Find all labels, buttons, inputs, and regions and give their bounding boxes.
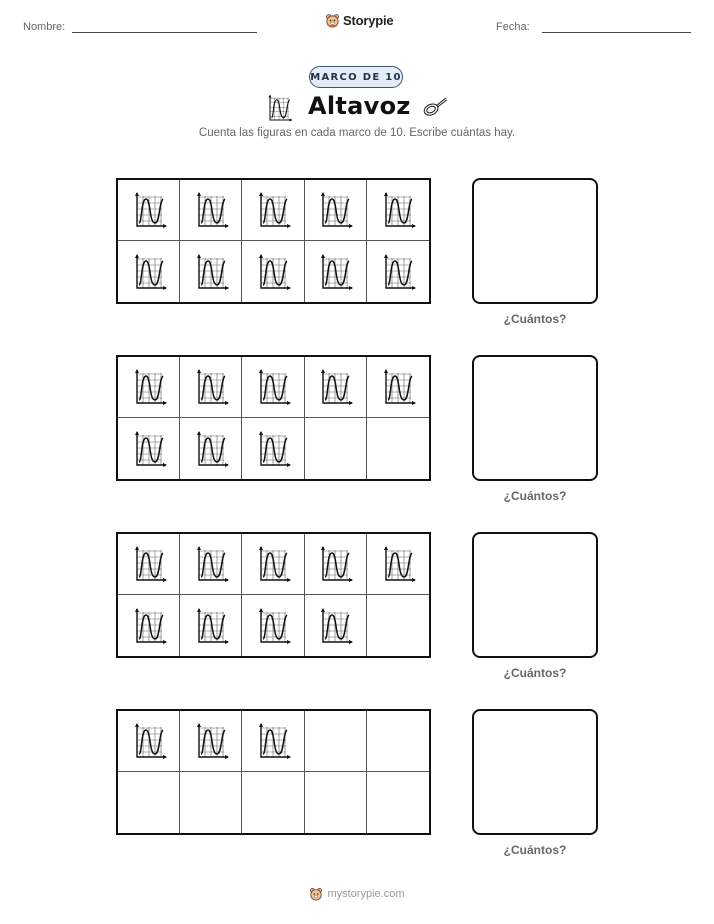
- ten-frame-cell: [118, 418, 180, 479]
- ten-frame-cell: [367, 357, 429, 418]
- line-graph-icon: [253, 367, 293, 407]
- line-graph-icon: [191, 606, 231, 646]
- line-graph-icon: [253, 252, 293, 292]
- ten-frame-cell: [367, 711, 429, 772]
- name-line[interactable]: [72, 32, 257, 33]
- ten-frame-cell: [242, 711, 304, 772]
- ten-frame-cell: [180, 711, 242, 772]
- ten-frame-cell: [305, 534, 367, 595]
- answer-box[interactable]: [472, 709, 598, 835]
- answer-box[interactable]: [472, 355, 598, 481]
- line-graph-icon: [129, 252, 169, 292]
- line-graph-icon: [253, 190, 293, 230]
- name-label: Nombre:: [23, 21, 66, 33]
- ten-frame-cell: [367, 595, 429, 656]
- ten-frame-cell: [242, 772, 304, 833]
- ten-frame-cell: [367, 418, 429, 479]
- ten-frame-cell: [180, 534, 242, 595]
- ten-frame-cell: [242, 418, 304, 479]
- line-graph-icon: [315, 367, 355, 407]
- line-graph-icon: [378, 190, 418, 230]
- line-graph-icon: [315, 606, 355, 646]
- ten-frame-cell: [305, 772, 367, 833]
- answer-box[interactable]: [472, 532, 598, 658]
- brand-logo: [325, 13, 393, 28]
- ten-frame: [116, 532, 431, 658]
- ten-frame-cell: [118, 772, 180, 833]
- line-graph-icon: [315, 252, 355, 292]
- line-graph-icon: [253, 721, 293, 761]
- line-graph-icon: [378, 544, 418, 584]
- line-graph-icon: [264, 93, 294, 123]
- ten-frame-cell: [180, 418, 242, 479]
- ten-frame-cell: [305, 595, 367, 656]
- ten-frame-cell: [305, 418, 367, 479]
- ten-frame-cell: [242, 180, 304, 241]
- spoon-icon: [422, 94, 448, 120]
- line-graph-icon: [129, 606, 169, 646]
- page-title: Altavoz: [308, 92, 411, 120]
- ten-frame-cell: [118, 595, 180, 656]
- ten-frame-cell: [118, 241, 180, 302]
- ten-frame-cell: [118, 534, 180, 595]
- line-graph-icon: [253, 429, 293, 469]
- ten-frame-cell: [242, 357, 304, 418]
- line-graph-icon: [378, 252, 418, 292]
- answer-label: ¿Cuántos?: [503, 843, 567, 857]
- footer-url: mystorypie.com: [327, 888, 405, 900]
- ten-frame-cell: [367, 772, 429, 833]
- bear-mascot-icon: [325, 13, 340, 28]
- bear-mascot-icon: [309, 887, 323, 901]
- ten-frame-cell: [180, 772, 242, 833]
- instructions: Cuenta las figuras en cada marco de 10. Escribe cuántas hay.: [198, 127, 516, 139]
- ten-frame-cell: [242, 595, 304, 656]
- line-graph-icon: [315, 190, 355, 230]
- ten-frame: [116, 709, 431, 835]
- answer-box[interactable]: [472, 178, 598, 304]
- ten-frame-cell: [367, 241, 429, 302]
- ten-frame-cell: [367, 180, 429, 241]
- line-graph-icon: [129, 367, 169, 407]
- ten-frame-cell: [305, 180, 367, 241]
- ten-frame-cell: [118, 357, 180, 418]
- line-graph-icon: [129, 721, 169, 761]
- answer-label: ¿Cuántos?: [503, 666, 567, 680]
- line-graph-icon: [191, 367, 231, 407]
- ten-frame: [116, 178, 431, 304]
- footer: [0, 887, 714, 901]
- line-graph-icon: [129, 190, 169, 230]
- ten-frame-cell: [180, 241, 242, 302]
- line-graph-icon: [191, 429, 231, 469]
- line-graph-icon: [253, 544, 293, 584]
- line-graph-icon: [315, 544, 355, 584]
- ten-frame-cell: [305, 357, 367, 418]
- line-graph-icon: [191, 544, 231, 584]
- brand-name: Storypie: [343, 13, 394, 28]
- answer-label: ¿Cuántos?: [503, 312, 567, 326]
- line-graph-icon: [129, 544, 169, 584]
- date-label: Fecha:: [496, 21, 530, 33]
- ten-frame-cell: [305, 241, 367, 302]
- line-graph-icon: [191, 252, 231, 292]
- ten-frame-cell: [242, 534, 304, 595]
- answer-label: ¿Cuántos?: [503, 489, 567, 503]
- ten-frame-cell: [242, 241, 304, 302]
- line-graph-icon: [191, 190, 231, 230]
- ten-frame-cell: [367, 534, 429, 595]
- section-badge: MARCO DE 10: [309, 66, 403, 88]
- line-graph-icon: [378, 367, 418, 407]
- ten-frame-cell: [180, 595, 242, 656]
- line-graph-icon: [129, 429, 169, 469]
- ten-frame-cell: [118, 180, 180, 241]
- ten-frame-cell: [180, 357, 242, 418]
- ten-frame-cell: [180, 180, 242, 241]
- line-graph-icon: [253, 606, 293, 646]
- date-line[interactable]: [542, 32, 691, 33]
- ten-frame: [116, 355, 431, 481]
- line-graph-icon: [191, 721, 231, 761]
- ten-frame-cell: [305, 711, 367, 772]
- ten-frame-cell: [118, 711, 180, 772]
